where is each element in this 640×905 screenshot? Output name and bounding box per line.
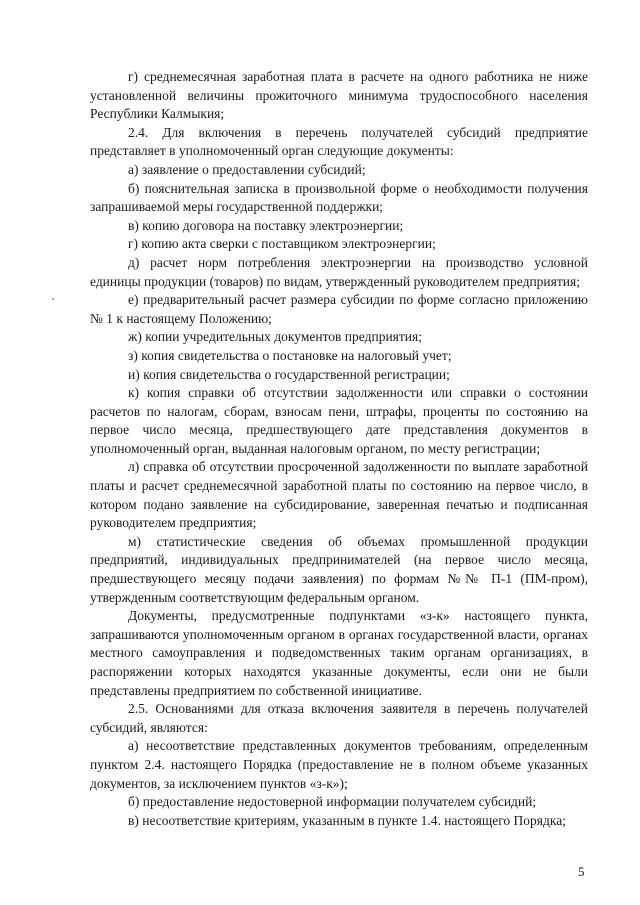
list-item-zh: ж) копии учредительных документов предприятия;	[128, 329, 422, 345]
paragraph-criterion-g: г) среднемесячная заработная плата в расчете на одного работника не ниже установленной величины прожиточного минимума трудоспособного населения Республики Калмыкия;	[90, 69, 588, 122]
list-item-k: к) копия справки об отсутствии задолженности или справки о состоянии расчетов по налогам, сборам, взносам пени, штрафы, проценты по состоянию на первое число месяца, предшествующего дате представления документов в уполномоченный орган, выданная налоговым органом, по месту регистрации;	[90, 385, 588, 456]
list-item-m: м) статистические сведения об объемах промышленной продукции предприятий, индивидуальных предпринимателей (на первое число месяца, предшествующего месяцу подачи заявления) по формам №№ П-1 (ПМ-пром), утвержденным соответствующим федеральным органом.	[90, 533, 588, 605]
paragraph-2-4: 2.4. Для включения в перечень получателей субсидий предприятие представляет в уполномоченный орган следующие документы:	[90, 124, 588, 159]
document-body	[90, 68, 588, 830]
list-item-b: б) пояснительная записка в произвольной форме о необходимости получения запрашиваемой меры государственной поддержки;	[90, 180, 588, 215]
refusal-item-b: б) предоставление недостоверной информации получателем субсидий;	[128, 794, 537, 810]
list-item-d: д) расчет норм потребления электроэнергии на производство условной единицы продукции (товаров) по видам, утвержденный руководителем предприятия;	[90, 254, 588, 289]
list-item-e: е) предварительный расчет размера субсидии по форме согласно приложению № 1 к настоящему Положению;	[90, 292, 588, 326]
refusal-item-a: а) несоответствие представленных документов требованиям, определенным пунктом 2.4. настоящего Порядка (предоставление не в полном объеме указанных документов, за исключением пунктов «з-к»);	[90, 738, 588, 791]
refusal-item-v: в) несоответствие критериям, указанным в пункте 1.4. настоящего Порядка;	[128, 812, 566, 828]
page-number: 5	[578, 864, 585, 879]
list-item-z: з) копия свидетельства о постановке на налоговый учет;	[128, 347, 452, 363]
paragraph-documents-requested: Документы, предусмотренные подпунктами «з-к» настоящего пункта, запрашиваются уполномоченным органом в органах государственной власти, органах местного самоуправления и подведомственных таким органам организациях, в распоряжении которых находятся указанные документы, если они не были представлены предприятием по собственной инициативе.	[90, 608, 588, 698]
list-item-g: г) копию акта сверки с поставщиком электроэнергии;	[128, 236, 436, 252]
paragraph-2-5: 2.5. Основаниями для отказа включения заявителя в перечень получателей субсидий, являются:	[90, 701, 588, 735]
list-item-v: в) копию договора на поставку электроэнергии;	[128, 217, 404, 233]
list-item-l: л) справка об отсутствии просроченной задолженности по выплате заработной платы и расчет среднемесячной заработной платы по состоянию на первое число, в котором подано заявление на субсидирование, заверенная печатью и подписанная руководителем предприятия;	[90, 459, 588, 531]
list-item-i: и) копия свидетельства о государственной регистрации;	[128, 366, 450, 382]
scan-margin-speck	[52, 298, 54, 300]
list-item-a: а) заявление о предоставлении субсидий;	[128, 161, 366, 177]
